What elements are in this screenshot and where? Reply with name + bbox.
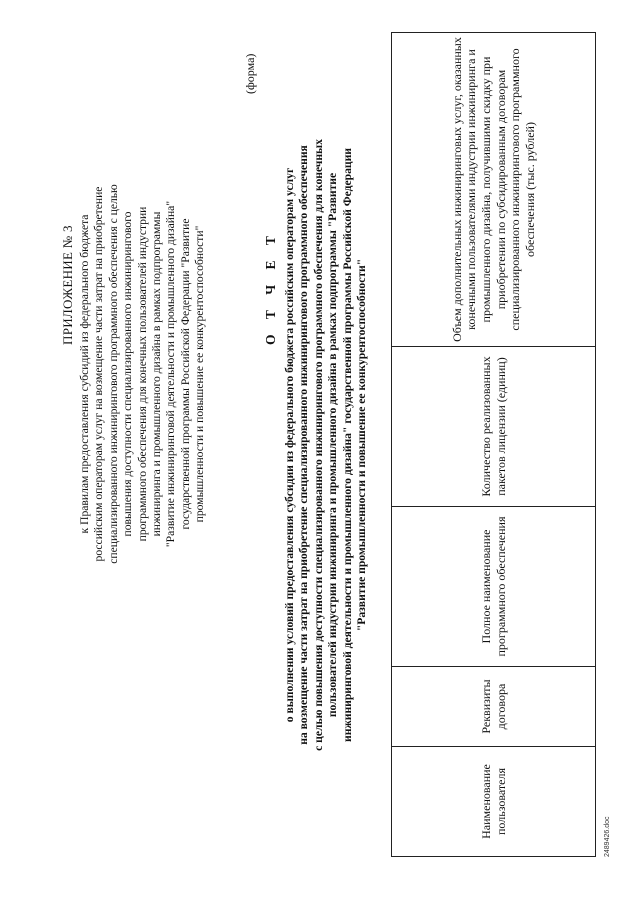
- report-subtitle-line: "Развитие промышленности и повышение ее конкурентоспособности": [355, 258, 369, 632]
- report-subtitle-line: на возмещение части затрат на приобретение специализированного инжинирингового программного обеспечения: [297, 145, 311, 745]
- appendix-caption: [78, 79, 208, 669]
- appendix-line: к Правилам предоставления субсидий из федерального бюджета: [78, 214, 91, 534]
- appendix-line: государственной программы Российской Федерации "Развитие: [178, 218, 192, 530]
- appendix-line: программного обеспечения для конечных пользователей индустрии: [135, 206, 149, 542]
- header-contract-details: Реквизиты договора: [392, 667, 596, 747]
- appendix-line: промышленности и повышение ее конкурентоспособности": [193, 225, 207, 523]
- report-subtitle-line: инжиниринговой деятельности и промышленного дизайна" государственной программы Российской Федерации: [340, 148, 354, 742]
- report-subtitle: [283, 29, 369, 861]
- header-services-volume: Объем дополнительных инжиниринговых услуг, оказанных конечными пользователями индустрии инжиниринга и промышленного дизайна, получившими скидку при приобретении по субсидированным договорам специализированного инжинирингового программного обеспечения (тыс. рублей): [392, 33, 596, 347]
- table-header-row: [392, 33, 596, 857]
- report-table: [391, 32, 596, 857]
- appendix-line: российским операторам услуг на возмещение части затрат на приобретение: [92, 186, 106, 562]
- appendix-line: повышения доступности специализированного инжинирингового: [121, 211, 135, 537]
- header-software-name: Полное наименование программного обеспечения: [392, 507, 596, 667]
- header-license-count: Количество реализованных пакетов лицензии (единиц): [392, 347, 596, 507]
- report-subtitle-line: о выполнении условий предоставления субсидии из федерального бюджета российским операторам услуг: [283, 167, 296, 723]
- report-subtitle-line: пользователей индустрии инжиниринга и промышленного дизайна в рамках подпрограммы "Развитие: [326, 172, 340, 718]
- header-user-name: Наименование пользователя: [392, 747, 596, 857]
- appendix-line: специализированного инжинирингового программного обеспечения с целью: [106, 184, 120, 564]
- document-id: 2489426.doc: [604, 816, 611, 857]
- appendix-line: инжиниринга и промышленного дизайна в рамках подпрограммы: [150, 211, 164, 537]
- form-label: (форма): [243, 53, 257, 94]
- appendix-title: ПРИЛОЖЕНИЕ № 3: [60, 225, 75, 345]
- appendix-line: "Развитие инжиниринговой деятельности и промышленного дизайна": [164, 200, 178, 548]
- report-title: О Т Ч Е Т: [263, 230, 278, 345]
- report-subtitle-line: с целью повышения доступности специализированного инжинирингового программного обеспечения для конечных: [311, 139, 325, 751]
